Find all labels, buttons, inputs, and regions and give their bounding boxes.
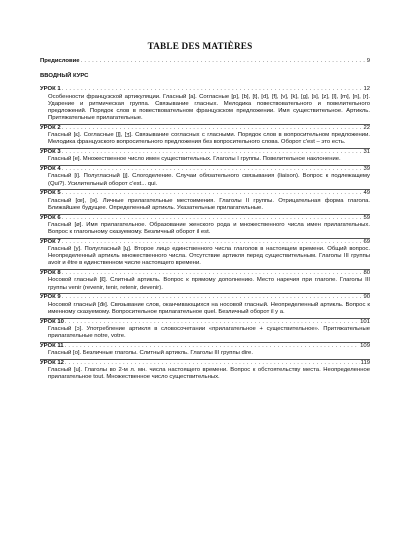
lesson-page: 69	[363, 238, 370, 245]
toc-entry-lesson-10[interactable]	[40, 319, 370, 341]
lesson-label: УРОК 8	[40, 270, 61, 277]
leader-dots	[62, 86, 363, 93]
lesson-page: 80	[363, 270, 370, 277]
lesson-description: Особенности французской артикуляции. Гласный [a]. Согласные [p], [b], [t], [d], [f], [v], [k], [g], [s], [z], [l], [m], [n], [r]. Ударение и ритмическая группа. Связывание гласных. Мелодика повествовательного и повелительного предложений. Порядок слов в повествовательном французском предложении. Имя существительное. Артикль. Притяжательные прилагательные.	[48, 93, 370, 122]
lesson-page: 119	[360, 359, 370, 366]
lesson-page: 49	[363, 190, 370, 197]
lesson-page: 12	[363, 86, 370, 93]
lesson-label: УРОК 11	[40, 342, 64, 349]
lesson-description: Носовой гласный [œ̃]. Связывание слов, оканчивающихся на носовой гласный. Неопределенный артикль. Вопрос к именному сказуемому. Вопросительное прилагательное quel. Безличный оборот il y a.	[48, 301, 370, 315]
leader-dots	[62, 125, 363, 132]
lesson-page: 101	[360, 318, 370, 325]
lesson-description: Гласный [i]. Полугласный [j]. Слогоделение. Случаи обязательного связывания (liaison). Вопрос к подлежащему (Qui?). Усилительный оборот c'est... qui.	[48, 173, 370, 187]
toc-entry-lesson-4[interactable]	[40, 166, 370, 188]
toc-entry-preface[interactable]	[40, 58, 370, 65]
lesson-label: УРОК 10	[40, 318, 64, 325]
lesson-label: УРОК 3	[40, 149, 61, 156]
lesson-page: 90	[363, 294, 370, 301]
leader-dots	[65, 360, 360, 367]
leader-dots	[62, 166, 363, 173]
leader-dots	[65, 343, 360, 350]
toc-entry-lesson-2[interactable]	[40, 125, 370, 147]
lesson-page: 109	[360, 342, 370, 349]
leader-dots	[62, 239, 363, 246]
page-title: TABLE DES MATIÈRES	[147, 41, 253, 51]
leader-dots	[62, 190, 363, 197]
lesson-description: Гласный [u]. Глаголы во 2-м л. мн. числа настоящего времени. Вопрос к обстоятельству места. Неопределенное прилагательное tout. Множественное число существительных.	[48, 367, 370, 381]
section-heading: ВВОДНЫЙ КУРС	[40, 73, 89, 80]
lesson-description: Гласный [œ], [ə]. Личные прилагательные местоимения. Глаголы II группы. Отрицательная форма глагола. Ближайшее будущее. Определенный артикль. Указательные прилагательные.	[48, 197, 370, 211]
leader-dots	[62, 149, 363, 156]
lesson-label: УРОК 9	[40, 294, 61, 301]
lesson-description: Гласный [y]. Полугласный [ɥ]. Второе лицо единственного числа глаголов в настоящем времени. Общий вопрос. Неопределенный артикль множественного числа. Отсутствие артикля перед существительным. Глаголы III группы avoir и être в единственном числе настоящего времени.	[48, 246, 370, 267]
lesson-description: Гласный [ɛ]. Согласные [ʃ], [ʒ]. Связывание согласных с гласными. Порядок слов в вопросительном предложении. Мелодика французского вопросительного предложения без вопросительного слова. Оборот c'est – это есть.	[48, 132, 370, 146]
lesson-description: Гласный [o]. Безличные глаголы. Слитный артикль. Глаголы III группы dire.	[48, 350, 253, 357]
toc-entry-lesson-11[interactable]	[40, 343, 370, 357]
toc-entry-lesson-3[interactable]	[40, 149, 370, 163]
lesson-label: УРОК 1	[40, 86, 61, 93]
lesson-list	[40, 86, 370, 381]
toc-content	[40, 58, 370, 383]
leader-dots	[62, 270, 363, 277]
lesson-page: 31	[363, 149, 370, 156]
lesson-label: УРОК 4	[40, 166, 61, 173]
toc-entry-lesson-1[interactable]	[40, 86, 370, 122]
leader-dots	[65, 319, 359, 326]
lesson-label: УРОК 2	[40, 125, 61, 132]
lesson-description: Носовой гласный [ɛ̃]. Слитный артикль. Вопрос к прямому дополнению. Место наречия при глаголе. Глаголы III группы venir (revenir, tenir, retenir, devenir).	[48, 277, 370, 291]
lesson-description: Гласный [e]. Множественное число имен существительных. Глаголы I группы. Повелительное наклонение.	[48, 156, 341, 163]
lesson-description: Гласный [ɔ]. Употребление артикля в словосочетании «прилагательное + существительное». Притяжательные прилагательные notre, votre.	[48, 325, 370, 340]
toc-entry-lesson-7[interactable]	[40, 239, 370, 268]
lesson-page: 39	[363, 166, 370, 173]
toc-entry-lesson-5[interactable]	[40, 190, 370, 212]
toc-entry-lesson-9[interactable]	[40, 294, 370, 316]
toc-entry-lesson-8[interactable]	[40, 270, 370, 292]
toc-entry-lesson-6[interactable]	[40, 215, 370, 237]
lesson-description: Гласный [ø]. Имя прилагательное. Образование женского рода и множественного числа имен прилагательных. Вопрос к глагольному сказуемому. Безличный оборот il est.	[48, 221, 370, 236]
lesson-label: УРОК 5	[40, 190, 61, 197]
preface-label: Предисловие	[40, 58, 80, 64]
lesson-page: 59	[363, 214, 370, 221]
lesson-label: УРОК 6	[40, 214, 61, 221]
leader-dots	[81, 58, 366, 65]
leader-dots	[62, 215, 363, 222]
lesson-page: 22	[363, 125, 370, 132]
lesson-label: УРОК 7	[40, 238, 61, 245]
lesson-label: УРОК 12	[40, 359, 64, 366]
leader-dots	[62, 294, 363, 301]
preface-page: 9	[366, 58, 370, 64]
toc-entry-lesson-12[interactable]	[40, 360, 370, 382]
